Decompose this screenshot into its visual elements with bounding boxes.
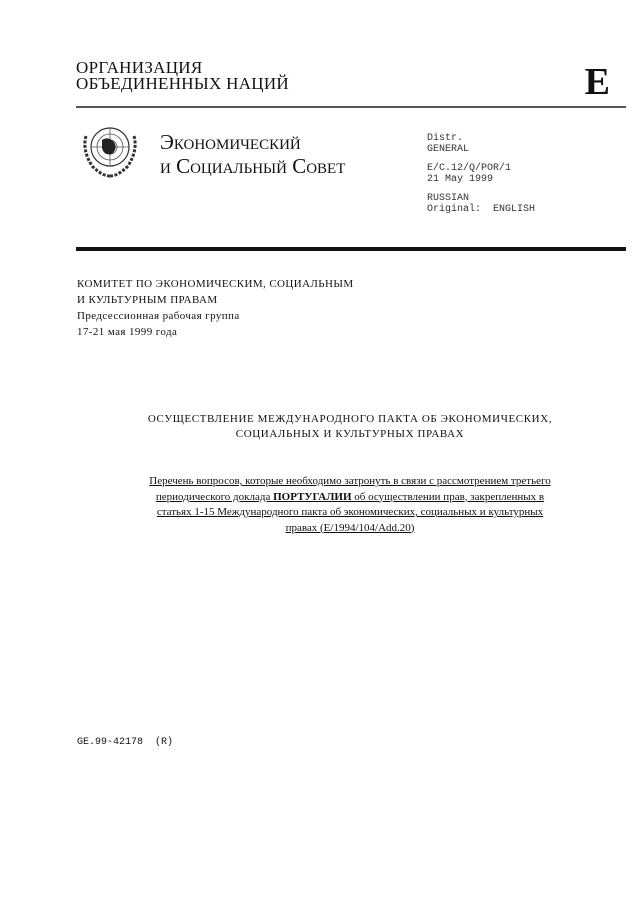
working-group: Предсессионная рабочая группа — [77, 310, 240, 322]
document-symbol: E/C.12/Q/POR/1 — [427, 163, 512, 174]
council-name — [160, 130, 345, 178]
document-metadata — [427, 133, 535, 215]
list-title-part-1: Перечень вопросов, которые необходимо затронуть в связи с рассмотрением третьего периодического доклада — [149, 475, 551, 503]
country-name: ПОРТУГАЛИИ — [273, 490, 352, 503]
list-of-issues-title — [140, 474, 560, 536]
thick-divider — [76, 247, 626, 251]
distribution: GENERAL — [427, 144, 470, 155]
organization-name — [76, 60, 289, 92]
document-title — [100, 412, 600, 442]
committee-block — [77, 276, 354, 340]
original-language: Original: ENGLISH — [427, 204, 536, 215]
language-letter: E — [584, 61, 610, 103]
document-language: RUSSIAN — [427, 193, 470, 204]
committee-line-2: И КУЛЬТУРНЫМ ПРАВАМ — [77, 294, 218, 306]
org-line-2: ОБЪЕДИНЕННЫХ НАЦИЙ — [76, 74, 290, 93]
un-emblem-icon — [78, 118, 142, 180]
session-dates: 17-21 мая 1999 года — [77, 326, 178, 338]
title-line-1: ОСУЩЕСТВЛЕНИЕ МЕЖДУНАРОДНОГО ПАКТА ОБ ЭКОНОМИЧЕСКИХ, — [147, 413, 553, 425]
council-line-2: и Социальный Совет — [160, 154, 346, 178]
distr-label: Distr. — [427, 133, 464, 144]
document-date: 21 May 1999 — [427, 174, 494, 185]
committee-line-1: КОМИТЕТ ПО ЭКОНОМИЧЕСКИМ, СОЦИАЛЬНЫМ — [77, 278, 354, 290]
org-line-1: ОРГАНИЗАЦИЯ — [76, 58, 203, 77]
council-line-1: Экономический — [160, 130, 301, 154]
title-line-2: СОЦИАЛЬНЫХ И КУЛЬТУРНЫХ ПРАВАХ — [235, 428, 465, 440]
list-title-part-2: об осуществлении прав, закрепленных в статьях 1-15 Международного пакта об экономических, социальных и культурных правах (E/1994/104/Add.20) — [156, 490, 545, 534]
header-divider — [76, 106, 626, 108]
footer-code: GE.99-42178 (R) — [77, 737, 174, 748]
